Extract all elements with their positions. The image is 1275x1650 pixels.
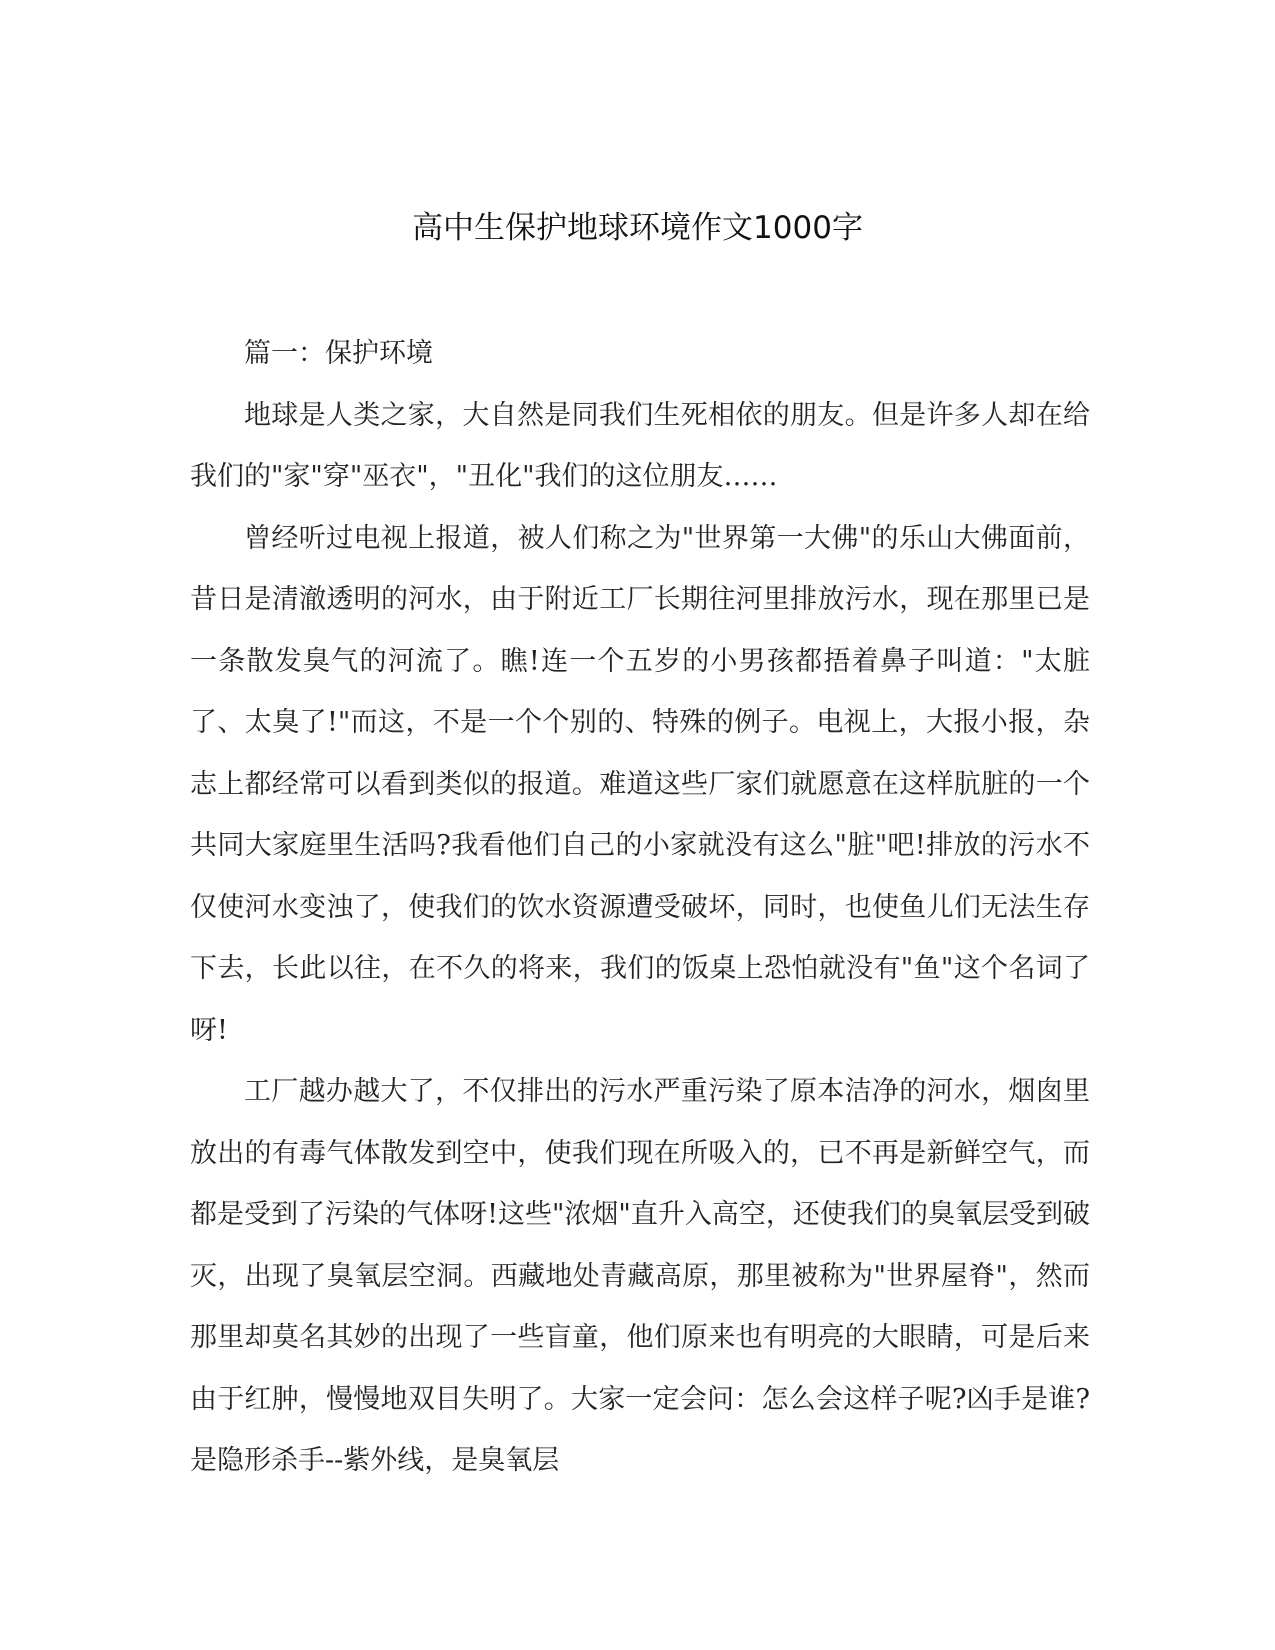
paragraph-intro: 地球是人类之家，大自然是同我们生死相依的朋友。但是许多人却在给我们的"家"穿"巫衣"，"丑化"我们的这位朋友…… <box>190 399 1090 492</box>
document-title: 高中生保护地球环境作文1000字 <box>412 210 863 246</box>
paragraph-river-pollution: 曾经听过电视上报道，被人们称之为"世界第一大佛"的乐山大佛面前，昔日是清澈透明的河水，由于附近工厂长期往河里排放污水，现在那里已是一条散发臭气的河流了。瞧!连一个五岁的小男孩都捂着鼻子叫道："太脏了、太臭了!"而这，不是一个个别的、特殊的例子。电视上，大报小报，杂志上都经常可以看到类似的报道。难道这些厂家们就愿意在这样肮脏的一个共同大家庭里生活吗?我看他们自己的小家就没有这么"脏"吧!排放的污水不仅使河水变浊了，使我们的饮水资源遭受破坏，同时，也使鱼儿们无法生存下去，长此以往，在不久的将来，我们的饭桌上恐怕就没有"鱼"这个名词了呀! <box>190 522 1090 1046</box>
section-heading: 篇一：保护环境 <box>244 338 433 369</box>
paragraph-air-pollution: 工厂越办越大了，不仅排出的污水严重污染了原本洁净的河水，烟囱里放出的有毒气体散发到空中，使我们现在所吸入的，已不再是新鲜空气，而都是受到了污染的气体呀!这些"浓烟"直升入高空，还使我们的臭氧层受到破灭，出现了臭氧层空洞。西藏地处青藏高原，那里被称为"世界屋脊"，然而那里却莫名其妙的出现了一些盲童，他们原来也有明亮的大眼睛，可是后来由于红肿，慢慢地双目失明了。大家一定会问：怎么会这样子呢?凶手是谁?是隐形杀手--紫外线，是臭氧层 <box>190 1076 1090 1476</box>
document-body <box>190 323 1090 1492</box>
